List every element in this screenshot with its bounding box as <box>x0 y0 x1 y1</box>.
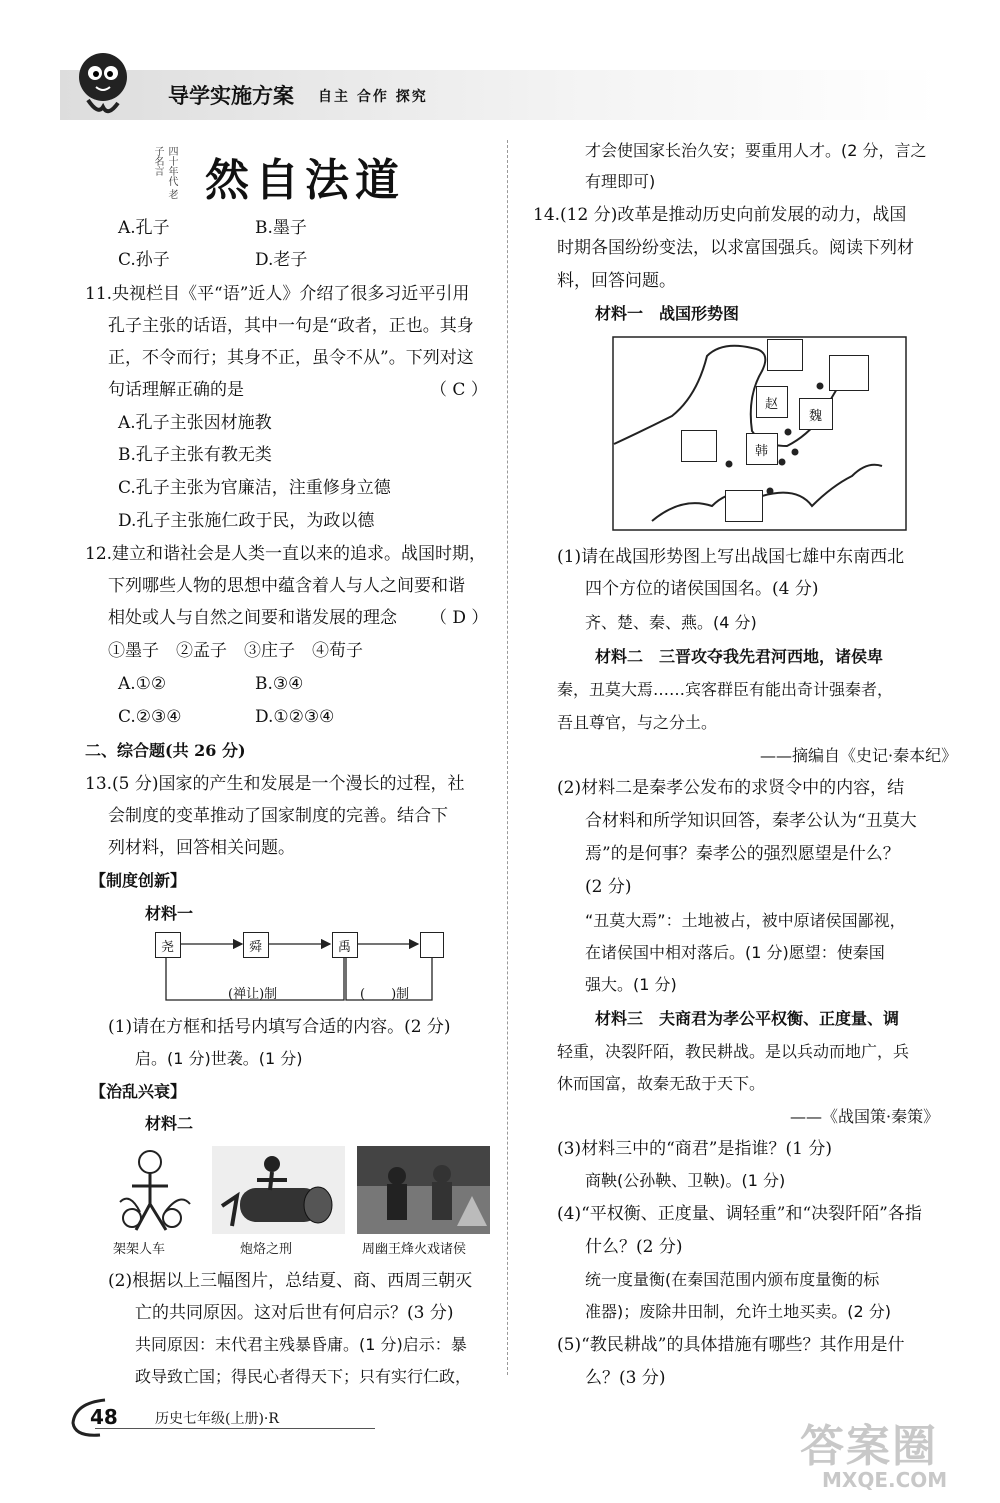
q13-2-line: 亡的共同原因。这对后世有何启示？(3 分) <box>135 1303 454 1323</box>
map-box-wei: 魏 <box>799 398 833 430</box>
calligraphy-inscription: 四十年代 老子名言 <box>152 146 177 200</box>
q11-option: B.孔子主张有教无类 <box>118 445 272 465</box>
map-box-zhao: 赵 <box>756 386 788 418</box>
flow-box-yu: 禹 <box>332 932 358 958</box>
q12-option-a: A.①② <box>118 674 167 694</box>
material3-line: 材料三 夫商君为孝公平权衡、正度量、调 <box>595 1009 900 1028</box>
q14-2-answer: 在诸侯国中相对落后。(1 分)愿望：使秦国 <box>585 943 885 962</box>
q14-line: 时期各国纷纷变法，以求富国强兵。阅读下列材 <box>557 238 914 258</box>
q13-2-line: (2)根据以上三幅图片，总结夏、商、西周三朝灭 <box>108 1271 473 1291</box>
q14-2-answer: “丑莫大焉”：土地被占，被中原诸侯国鄙视， <box>585 911 906 930</box>
map-box-northeast <box>829 355 869 391</box>
q14-line: 料，回答问题。 <box>557 271 676 291</box>
q12-option-d: D.①②③④ <box>255 707 335 727</box>
q12-items: ①墨子 ②孟子 ③庄子 ④荀子 <box>108 641 363 661</box>
material3-line: 轻重，决裂阡陌，教民耕战。是以兵动而地广，兵 <box>557 1042 910 1061</box>
q14-1-answer: 齐、楚、秦、燕。(4 分) <box>585 613 757 632</box>
flow-box-shun: 舜 <box>243 932 269 958</box>
q11-line: 孔子主张的话语，其中一句是“政者，正也。其身 <box>108 316 474 336</box>
q13-line: 会制度的变革推动了国家制度的完善。结合下 <box>108 806 448 826</box>
q12-line: 下列哪些人物的思想中蕴含着人与人之间要和谐 <box>108 576 465 596</box>
q14-5-line: 么？(3 分) <box>585 1368 666 1388</box>
q11-line: 11.央视栏目《平“语”近人》介绍了很多习近平引用 <box>85 284 470 304</box>
flow-box-yao: 尧 <box>155 932 181 958</box>
q14-2-answer: 强大。(1 分) <box>585 975 677 994</box>
section-heading: 二、综合题(共 26 分) <box>85 741 246 760</box>
q13-1-answer: 启。(1 分)世袭。(1 分) <box>135 1049 303 1068</box>
q13-line: 13.(5 分)国家的产生和发展是一个漫长的过程，社 <box>85 774 465 794</box>
flow-box-blank <box>420 932 444 958</box>
blank-system-label: ( )制 <box>360 987 410 1002</box>
q13-2-answer-cont: 才会使国家长治久安；要重用人才。(2 分，言之 <box>585 141 927 160</box>
subsection-heading: 【治乱兴衰】 <box>90 1082 187 1101</box>
q12-line: 相处或人与自然之间要和谐发展的理念 <box>108 608 397 628</box>
map-box-west <box>681 430 717 462</box>
subsection-heading: 【制度创新】 <box>90 871 187 890</box>
q13-2-answer: 共同原因：末代君主残暴昏庸。(1 分)启示：暴 <box>135 1335 467 1354</box>
header-tags: 自主 合作 探究 <box>318 89 428 105</box>
q14-line: 14.(12 分)改革是推动历史向前发展的动力，战国 <box>533 205 907 225</box>
q12-line: 12.建立和谐社会是人类一直以来的追求。战国时期， <box>85 544 487 564</box>
q11-answer: （ C ） <box>430 380 488 400</box>
map-box-north <box>767 339 803 371</box>
book-title: 历史七年级(上册)·R <box>155 1411 279 1427</box>
footer-line <box>95 1428 375 1429</box>
q14-3: (3)材料三中的“商君”是指谁？(1 分) <box>557 1139 832 1159</box>
q10-option-b: B.墨子 <box>255 218 307 238</box>
map-box-south <box>725 490 763 522</box>
q11-option: A.孔子主张因材施教 <box>118 413 272 433</box>
picture-caption: 炮烙之刑 <box>240 1242 293 1257</box>
material2-source: ——摘编自《史记·秦本纪》 <box>760 746 958 765</box>
q12-option-c: C.②③④ <box>118 707 182 727</box>
q14-2-line: (2)材料二是秦孝公发布的求贤令中的内容，结 <box>557 778 905 798</box>
q10-option-a: A.孔子 <box>118 218 170 238</box>
chanrang-label: (禅让)制 <box>228 987 278 1002</box>
material2-line: 材料二 三晋攻夺我先君河西地，诸侯卑 <box>595 647 884 666</box>
watermark-url: MXQE.COM <box>822 1468 948 1492</box>
mascot-icon <box>68 45 138 125</box>
material2-line: 秦，丑莫大焉……宾客群臣有能出奇计强秦者， <box>557 680 894 699</box>
q12-answer: （ D ） <box>430 608 489 628</box>
q14-4-answer: 准器)；废除井田制，允许土地买卖。(2 分) <box>585 1302 891 1321</box>
q14-1-line: 四个方位的诸侯国国名。(4 分) <box>585 579 819 599</box>
material3-line: 休而国富，故秦无敌于天下。 <box>557 1074 766 1093</box>
q11-line: 句话理解正确的是 <box>108 380 244 400</box>
q14-3-answer: 商鞅(公孙鞅、卫鞅)。(1 分) <box>585 1171 786 1190</box>
material-label: 材料二 <box>145 1114 194 1133</box>
q13-line: 列材料，回答相关问题。 <box>108 838 295 858</box>
q13-2-answer-cont: 有理即可) <box>585 172 656 191</box>
q12-option-b: B.③④ <box>255 674 304 694</box>
q11-option: C.孔子主张为官廉洁，注重修身立德 <box>118 478 391 498</box>
q14-4-line: (4)“平权衡、正度量、调轻重”和“决裂阡陌”各指 <box>557 1204 922 1224</box>
page-number: 48 <box>90 1405 118 1429</box>
q14-2-line: 焉”的是何事？秦孝公的强烈愿望是什么？ <box>585 844 900 864</box>
illustration-beacon-fire <box>357 1146 490 1234</box>
material-label: 材料一 <box>145 904 194 923</box>
q13-1: (1)请在方框和括号内填写合适的内容。(2 分) <box>108 1017 451 1037</box>
material2-line: 吾且尊官，与之分土。 <box>557 713 718 732</box>
illustration-human-cart <box>110 1142 200 1237</box>
picture-caption: 架架人车 <box>113 1242 166 1257</box>
q10-option-d: D.老子 <box>255 250 308 270</box>
header-title: 导学实施方案 <box>168 83 294 108</box>
map-box-han: 韩 <box>746 433 778 465</box>
column-divider <box>507 140 508 1375</box>
picture-caption: 周幽王烽火戏诸侯 <box>362 1242 467 1257</box>
q14-1-line: (1)请在战国形势图上写出战国七雄中东南西北 <box>557 547 905 567</box>
material3-source: ——《战国策·秦策》 <box>790 1107 940 1126</box>
q14-4-answer: 统一度量衡(在秦国范围内颁布度量衡的标 <box>585 1270 880 1289</box>
calligraphy-main: 道法自然 <box>205 155 405 206</box>
material-label: 材料一 战国形势图 <box>595 304 740 323</box>
watermark-logo: 答案圈 <box>800 1421 938 1472</box>
q14-2-line: 合材料和所学知识回答，秦孝公认为“丑莫大 <box>585 811 917 831</box>
q11-line: 正，不令而行；其身不正，虽令不从”。下列对这 <box>108 348 474 368</box>
q10-option-c: C.孙子 <box>118 250 170 270</box>
q11-option: D.孔子主张施仁政于民，为政以德 <box>118 511 375 531</box>
q14-5-line: (5)“教民耕战”的具体措施有哪些？其作用是什 <box>557 1335 905 1355</box>
q14-2-line: (2 分) <box>585 877 632 897</box>
q14-4-line: 什么？(2 分) <box>585 1237 683 1257</box>
illustration-paolao <box>212 1146 345 1234</box>
q13-2-answer: 政导致亡国；得民心者得天下；只有实行仁政， <box>135 1367 472 1386</box>
